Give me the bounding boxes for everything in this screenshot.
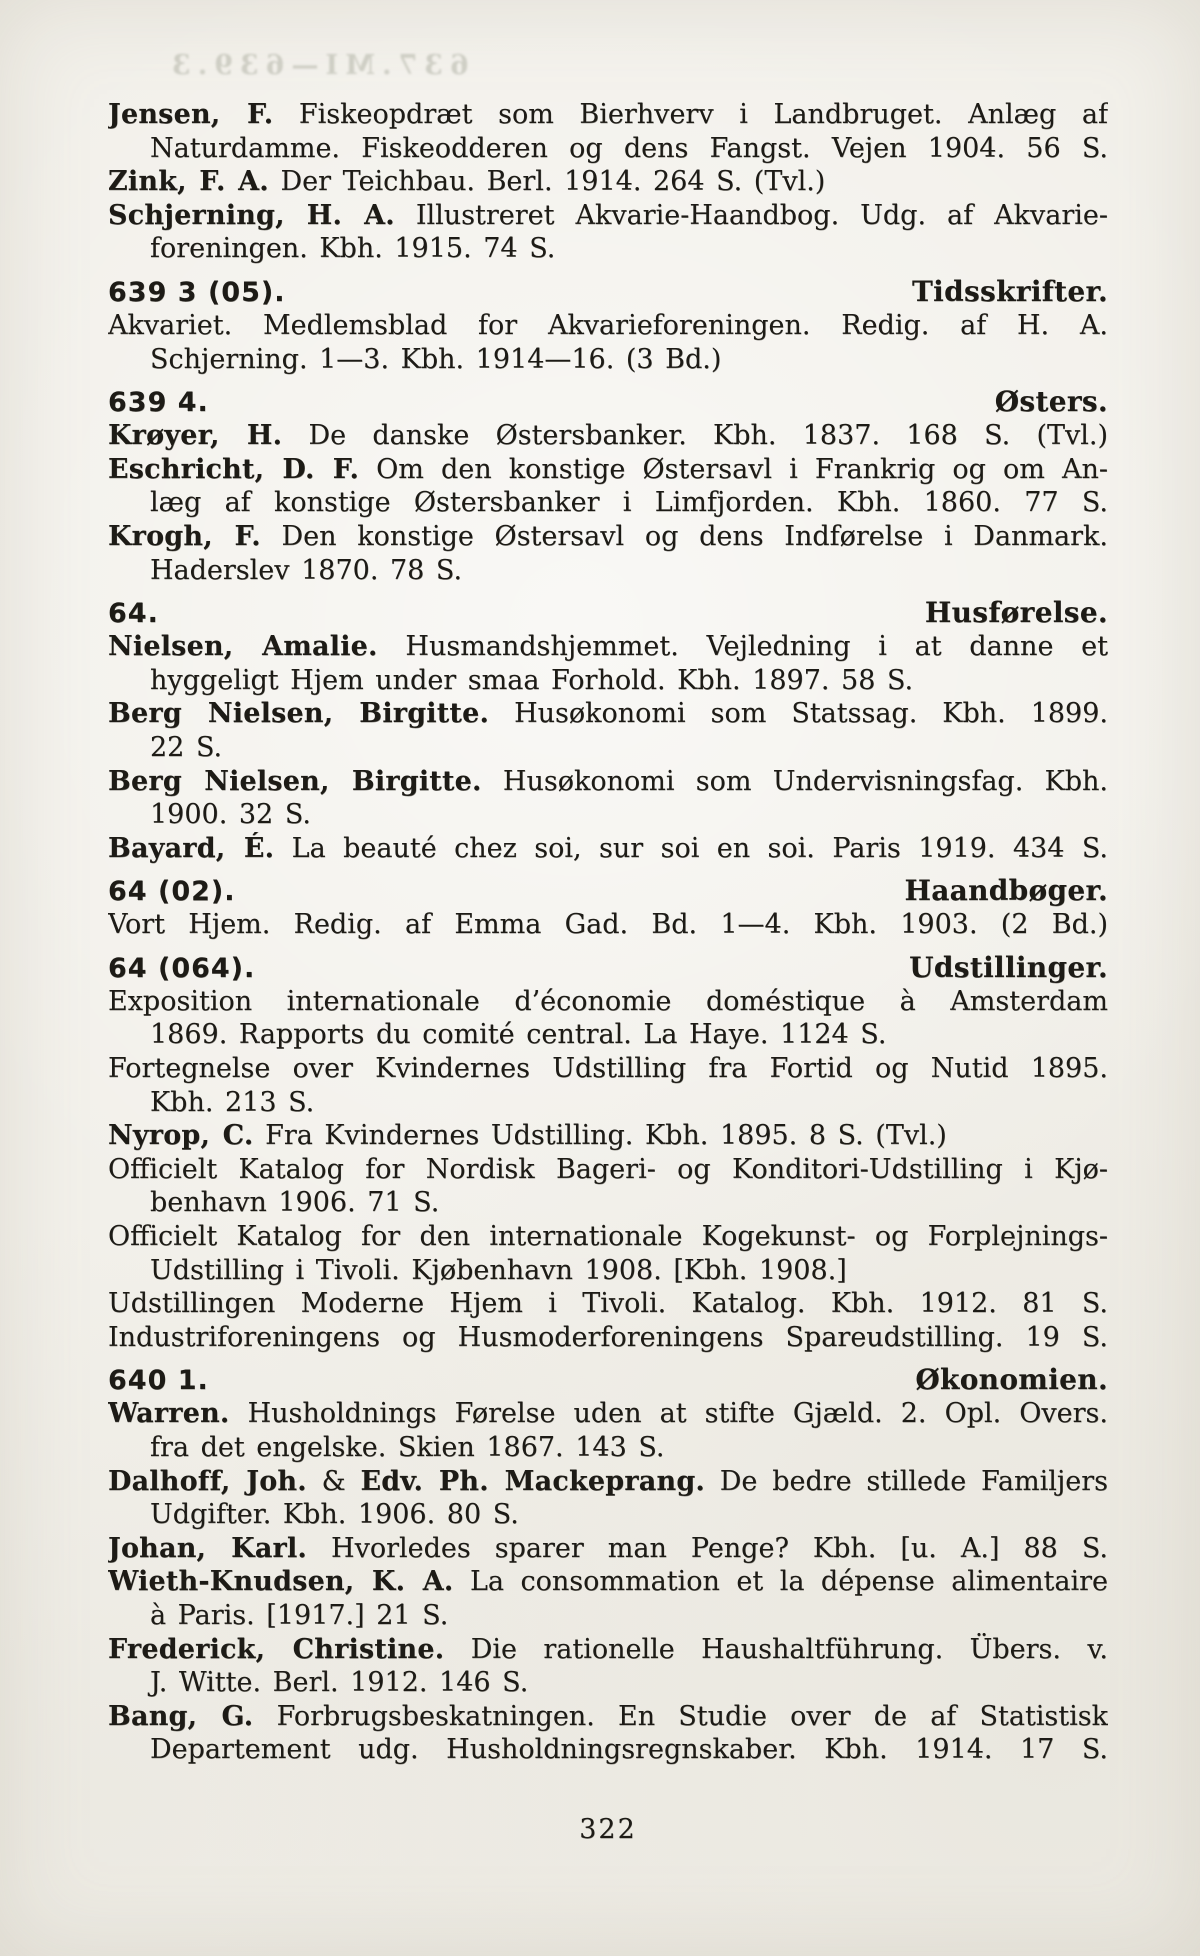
section-heading xyxy=(108,874,1108,908)
author-name: Bang, G. xyxy=(108,1700,254,1732)
section-heading xyxy=(108,385,1108,419)
entry-text: Illustreret Akvarie-Haandbog. Udg. af Akvarie- xyxy=(394,199,1108,231)
bib-line xyxy=(108,520,1108,554)
entry-text: foreningen. Kbh. 1915. 74 S. xyxy=(150,233,556,265)
bib-line xyxy=(108,1633,1108,1667)
bib-line xyxy=(108,697,1108,731)
bib-line xyxy=(108,908,1108,942)
bib-line xyxy=(108,1018,1108,1052)
bib-line xyxy=(108,232,1108,266)
section-classmark: 64. xyxy=(108,598,159,630)
entry-text: Udgifter. Kbh. 1906. 80 S. xyxy=(150,1499,519,1531)
show-through-ghost-text: 637.MI—639.3 xyxy=(165,50,469,81)
bib-line xyxy=(108,1465,1108,1499)
section-label: Østers. xyxy=(994,385,1108,419)
entry-text: Die rationelle Haushaltführung. Übers. v. xyxy=(444,1633,1108,1665)
section-label: Udstillinger. xyxy=(909,950,1108,984)
entry-text: Husmandshjemmet. Vejledning i at danne et xyxy=(377,631,1108,663)
section-heading xyxy=(108,596,1108,630)
author-name: Jensen, F. xyxy=(108,99,274,130)
entry-text: J. Witte. Berl. 1912. 146 S. xyxy=(150,1667,529,1699)
section-heading xyxy=(108,1363,1108,1397)
bib-line xyxy=(108,1666,1108,1700)
author-name: Berg Nielsen, Birgitte. xyxy=(108,765,482,797)
bib-line xyxy=(108,985,1108,1019)
entry-text: Akvariet. Medlemsblad for Akvarieforeningen. Redig. af H. A. xyxy=(108,309,1108,341)
author-name: Eschricht, D. F. xyxy=(108,453,360,485)
author-name: Zink, F. A. xyxy=(108,166,269,198)
bibliography-text-block xyxy=(108,98,1108,1767)
bib-line xyxy=(108,1052,1108,1086)
bib-line xyxy=(108,1186,1108,1220)
entry-text: La beauté chez soi, sur soi en soi. Paris 1919. 434 S. xyxy=(274,832,1108,864)
section-classmark: 639 4. xyxy=(108,387,209,419)
section-classmark: 64 (064). xyxy=(108,952,256,984)
bib-line xyxy=(108,309,1108,343)
entry-text: Fra Kvindernes Udstilling. Kbh. 1895. 8 S. (Tvl.) xyxy=(253,1120,947,1152)
bib-line xyxy=(108,1119,1108,1153)
author-name: Warren. xyxy=(108,1398,230,1430)
author-name: Krogh, F. xyxy=(108,520,261,552)
author-name: Johan, Karl. xyxy=(108,1532,308,1564)
entry-text: 22 S. xyxy=(150,731,223,763)
section-label: Husførelse. xyxy=(924,596,1108,630)
bib-line xyxy=(108,1532,1108,1566)
entry-text: La consommation et la dépense alimentaire xyxy=(453,1566,1108,1598)
entry-text: Haderslev 1870. 78 S. xyxy=(150,554,463,586)
entry-text: Husøkonomi som Undervisningsfag. Kbh. xyxy=(481,765,1108,797)
bib-line xyxy=(108,1498,1108,1532)
entry-text: Husøkonomi som Statssag. Kbh. 1899. xyxy=(489,698,1108,730)
entry-text: Udstilling i Tivoli. Kjøbenhavn 1908. [Kbh. 1908.] xyxy=(150,1254,847,1286)
author-name: Edv. Ph. Mackeprang. xyxy=(360,1465,706,1497)
bib-line xyxy=(108,832,1108,866)
entry-text: Officielt Katalog for Nordisk Bageri- og Konditori-Udstilling i Kjø- xyxy=(108,1153,1108,1185)
bib-line xyxy=(108,1733,1108,1767)
entry-text: Officielt Katalog for den internationale Kogekunst- og Forplejnings- xyxy=(108,1221,1108,1253)
page-number: 322 xyxy=(579,1814,637,1845)
entry-text: Fortegnelse over Kvindernes Udstilling fra Fortid og Nutid 1895. xyxy=(108,1053,1108,1085)
author-name: Dalhoff, Joh. xyxy=(108,1465,307,1497)
entry-text: fra det engelske. Skien 1867. 143 S. xyxy=(150,1432,665,1463)
entry-text: Departement udg. Husholdningsregnskaber. Kbh. 1914. 17 S. xyxy=(150,1734,1108,1766)
entry-text: Exposition internationale d’économie doméstique à Amsterdam xyxy=(108,985,1108,1017)
author-name: Berg Nielsen, Birgitte. xyxy=(108,698,490,730)
author-name: Schjerning, H. A. xyxy=(108,199,395,231)
entry-text: læg af konstige Østersbanker i Limfjorden. Kbh. 1860. 77 S. xyxy=(150,487,1108,519)
bib-line xyxy=(108,1254,1108,1288)
bib-line xyxy=(108,343,1108,377)
author-name: Krøyer, H. xyxy=(108,420,283,452)
bib-line xyxy=(108,1220,1108,1254)
bib-line xyxy=(108,1700,1108,1734)
entry-text: De bedre stillede Familjers xyxy=(705,1465,1108,1497)
entry-text: 1869. Rapports du comité central. La Haye. 1124 S. xyxy=(150,1019,887,1051)
section-label: Haandbøger. xyxy=(904,874,1108,908)
section-heading xyxy=(108,275,1108,309)
entry-text: & xyxy=(306,1465,361,1497)
bib-line xyxy=(108,1431,1108,1465)
section-classmark: 640 1. xyxy=(108,1365,209,1397)
entry-text: Naturdamme. Fiskeodderen og dens Fangst. Vejen 1904. 56 S. xyxy=(150,132,1108,164)
entry-text: Kbh. 213 S. xyxy=(150,1086,315,1118)
bib-line xyxy=(108,1153,1108,1187)
section-label: Økonomien. xyxy=(915,1363,1108,1397)
bib-line xyxy=(108,486,1108,520)
bib-line xyxy=(108,165,1108,199)
bib-line xyxy=(108,1321,1108,1355)
entry-text: Husholdnings Førelse uden at stifte Gjæld. 2. Opl. Overs. xyxy=(229,1398,1108,1430)
bib-line xyxy=(108,731,1108,765)
bib-line xyxy=(108,1565,1108,1599)
bib-line xyxy=(108,1086,1108,1120)
entry-text: Hvorledes sparer man Penge? Kbh. [u. A.] 88 S. xyxy=(307,1532,1108,1564)
author-name: Nielsen, Amalie. xyxy=(108,631,378,663)
section-classmark: 64 (02). xyxy=(108,876,236,908)
entry-text: Den konstige Østersavl og dens Indførelse i Danmark. xyxy=(260,520,1108,552)
author-name: Bayard, É. xyxy=(108,832,275,864)
entry-text: Forbrugsbeskatningen. En Studie over de af Statistisk xyxy=(253,1700,1108,1732)
section-label: Tidsskrifter. xyxy=(912,274,1108,308)
entry-text: 1900. 32 S. xyxy=(150,799,311,831)
entry-text: hyggeligt Hjem under smaa Forhold. Kbh. 1897. 58 S. xyxy=(150,664,914,696)
entry-text: De danske Østersbanker. Kbh. 1837. 168 S. (Tvl.) xyxy=(282,420,1108,452)
entry-text: Industriforeningens og Husmoderforeningens Spareudstilling. 19 S. xyxy=(108,1321,1108,1353)
entry-text: Om den konstige Østersavl i Frankrig og om An- xyxy=(359,453,1108,485)
section-classmark: 639 3 (05). xyxy=(108,276,286,308)
bib-line xyxy=(108,554,1108,588)
section-heading xyxy=(108,951,1108,985)
entry-text: Schjerning. 1—3. Kbh. 1914—16. (3 Bd.) xyxy=(150,343,722,375)
bib-line xyxy=(108,765,1108,799)
entry-text: Fiskeopdræt som Bierhverv i Landbruget. Anlæg af xyxy=(273,99,1108,130)
author-name: Frederick, Christine. xyxy=(108,1633,445,1665)
bib-line xyxy=(108,1287,1108,1321)
entry-text: Vort Hjem. Redig. af Emma Gad. Bd. 1—4. Kbh. 1903. (2 Bd.) xyxy=(108,909,1108,941)
bib-line xyxy=(108,1397,1108,1431)
bib-line xyxy=(108,664,1108,698)
author-name: Nyrop, C. xyxy=(108,1120,254,1152)
bib-line xyxy=(108,630,1108,664)
bib-line xyxy=(108,453,1108,487)
entry-text: benhavn 1906. 71 S. xyxy=(150,1187,440,1219)
entry-text: Udstillingen Moderne Hjem i Tivoli. Katalog. Kbh. 1912. 81 S. xyxy=(108,1288,1108,1320)
bib-line xyxy=(108,132,1108,166)
author-name: Wieth-Knudsen, K. A. xyxy=(108,1566,454,1598)
entry-text: à Paris. [1917.] 21 S. xyxy=(150,1599,449,1631)
bib-line xyxy=(108,98,1108,132)
bib-line xyxy=(108,199,1108,233)
entry-text: Der Teichbau. Berl. 1914. 264 S. (Tvl.) xyxy=(268,166,826,198)
bib-line xyxy=(108,1599,1108,1633)
bib-line xyxy=(108,419,1108,453)
bib-line xyxy=(108,798,1108,832)
